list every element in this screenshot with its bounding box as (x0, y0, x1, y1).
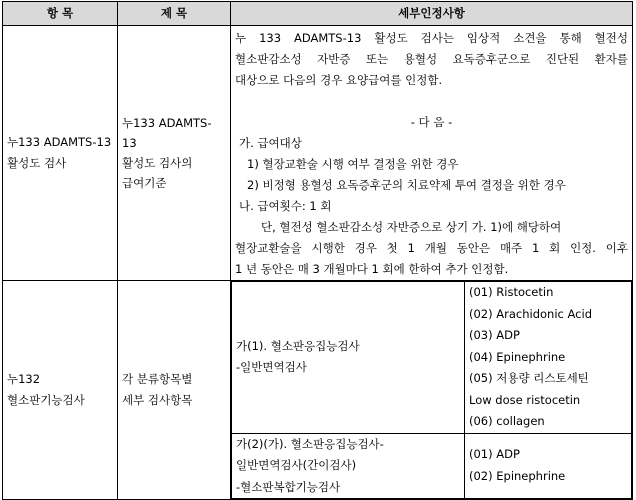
note-line: 혈장교환술을 시행한 경우 첫 1 개월 동안은 매주 1 회 인정. 이후 (235, 241, 628, 255)
row1-item-cell (3, 26, 118, 281)
section-ga: 가. 급여대상 (239, 136, 302, 150)
list-item: (02) Arachidonic Acid (469, 306, 592, 321)
header-title: 제 목 (118, 2, 231, 26)
list-item: (05) 저용량 리스토세틴 (469, 371, 589, 385)
subtest-label-line: 가(2)(가). 혈소판응집능검사- (236, 436, 384, 451)
list-item: Low dose ristocetin (469, 392, 581, 407)
list-item: (01) Ristocetin (469, 285, 554, 299)
subtest-label-line: 가(1). 혈소판응집능검사 (236, 338, 360, 353)
row1-title-cell (118, 26, 231, 281)
subtest-items-cell (465, 282, 632, 434)
list-item: (06) collagen (469, 414, 545, 428)
subtest-row (232, 282, 632, 434)
list-item: (02) Epinephrine (469, 468, 566, 483)
row2-item-line: 혈소판기능검사 (7, 393, 85, 407)
row1-detail-cell (231, 26, 633, 281)
row1-title-line: 누133 ADAMTS-13 (122, 116, 212, 150)
row1-item-line: 누133 ADAMTS-13 (7, 135, 112, 149)
list-item: (04) Epinephrine (469, 349, 566, 364)
section-na: 나. 급여횟수: 1 회 (239, 199, 332, 213)
row2-item-cell (3, 281, 118, 500)
row1-title-line: 활성도 검사의 (122, 156, 193, 170)
spacer (235, 91, 628, 112)
intro-line: 누 133 ADAMTS-13 활성도 검사는 임상적 소견을 통해 혈전성 (235, 31, 628, 45)
table-row (3, 281, 633, 500)
note-line: 1 년 동안은 매 3 개월마다 1 회에 한하여 추가 인정함. (235, 262, 509, 276)
note-line: 단, 혈전성 혈소판감소성 자반증으로 상기 가. 1)에 해당하여 (261, 220, 562, 234)
subtest-row (232, 433, 632, 499)
row1-item-line: 활성도 검사 (7, 156, 67, 170)
header-item: 항 목 (3, 2, 118, 26)
list-item: (01) ADP (469, 447, 520, 462)
row2-detail-cell (231, 281, 633, 500)
subtest-label-line: -일반면역검사 (236, 360, 307, 375)
row1-title-line: 급여기준 (122, 176, 167, 190)
intro-line: 대상으로 다음의 경우 요양급여를 인정함. (235, 73, 443, 87)
subtest-label-cell (232, 433, 465, 499)
header-detail: 세부인정사항 (231, 2, 633, 26)
subtest-label-cell (232, 282, 465, 434)
row2-title-line: 세부 검사항목 (122, 393, 193, 407)
section-ga-1: 1) 혈장교환술 시행 여부 결정을 위한 경우 (247, 157, 459, 171)
subtest-items-cell (465, 433, 632, 499)
dash-heading: - 다 음 - (410, 115, 453, 129)
subtest-label-line: 일반면역검사(간이검사) (236, 458, 357, 472)
subtest-label-line: -혈소판복합기능검사 (236, 479, 341, 494)
list-item: (03) ADP (469, 328, 520, 342)
section-ga-2: 2) 비정형 용혈성 요독증후군의 치료약제 투여 결정을 위한 경우 (247, 178, 566, 192)
row2-item-line: 누132 (7, 372, 41, 386)
table-row (3, 26, 633, 281)
row2-title-line: 각 분류항목별 (122, 372, 193, 386)
subtests-table (231, 281, 632, 499)
row2-title-cell (118, 281, 231, 500)
header-row (3, 2, 633, 26)
intro-line: 혈소판감소성 자반증 또는 용혈성 요독증후군으로 진단된 환자를 (235, 52, 628, 66)
criteria-table (2, 1, 633, 500)
